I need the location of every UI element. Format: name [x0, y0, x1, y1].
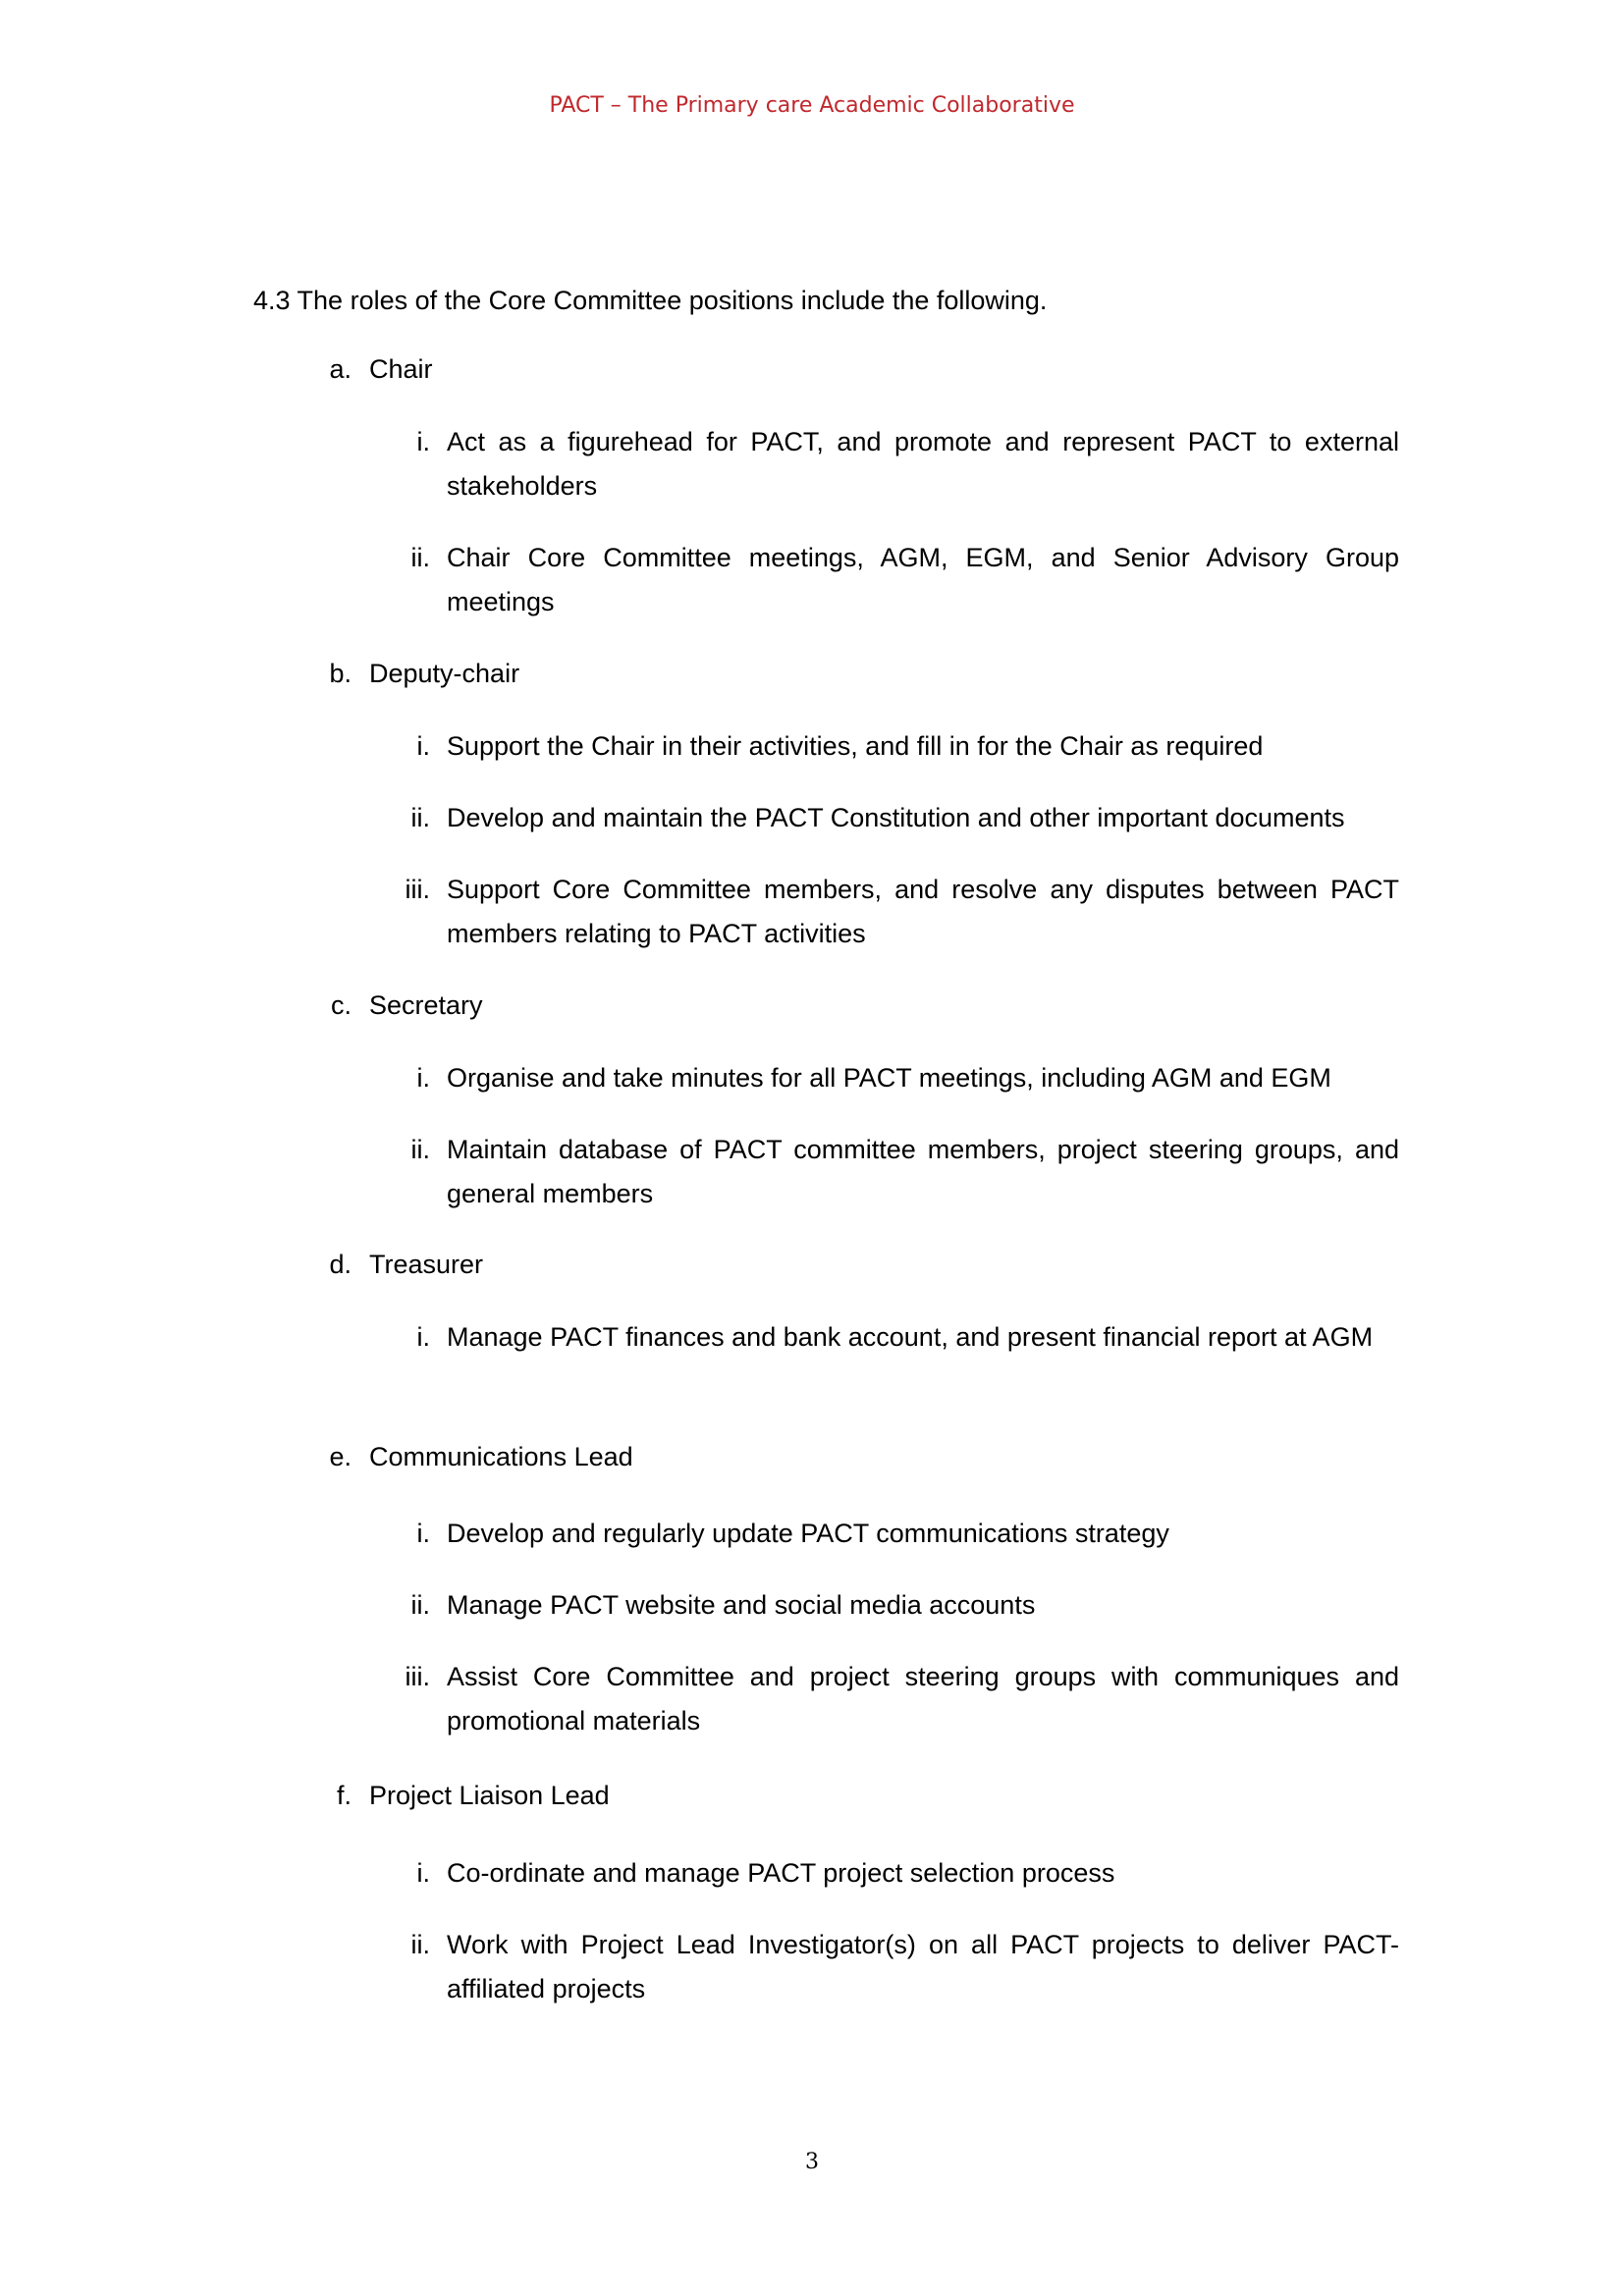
page-header: PACT – The Primary care Academic Collaborative: [549, 93, 1075, 118]
list-item: [410, 796, 1399, 840]
section-heading-project-liaison-lead: [336, 1778, 610, 1813]
section-heading-secretary: [330, 988, 483, 1023]
list-item: [416, 724, 1399, 769]
section-title: Treasurer: [369, 1250, 484, 1279]
item-text: Organise and take minutes for all PACT meetings, including AGM and EGM: [447, 1063, 1331, 1093]
section-intro: 4.3 The roles of the Core Committee positions include the following.: [253, 286, 1048, 315]
item-text: Chair Core Committee meetings, AGM, EGM, and Senior Advisory Group meetings: [447, 543, 1399, 616]
item-number: i.: [416, 1322, 430, 1352]
item-text: Act as a figurehead for PACT, and promote and represent PACT to external stakeholders: [447, 427, 1399, 501]
list-item: [416, 1512, 1399, 1556]
item-number: iii.: [405, 875, 430, 904]
section-letter: a.: [329, 354, 352, 384]
item-number: ii.: [410, 1135, 430, 1164]
section-title: Project Liaison Lead: [369, 1781, 610, 1810]
list-item: [410, 1583, 1399, 1628]
item-number: iii.: [405, 1662, 430, 1691]
section-title: Chair: [369, 354, 433, 384]
item-text: Manage PACT website and social media accounts: [447, 1590, 1036, 1620]
item-number: ii.: [410, 1590, 430, 1620]
section-letter: b.: [329, 659, 352, 688]
section-title: Deputy-chair: [369, 659, 520, 688]
item-number: ii.: [410, 543, 430, 572]
item-text: Support the Chair in their activities, and fill in for the Chair as required: [447, 731, 1264, 761]
item-text: Develop and maintain the PACT Constitution and other important documents: [447, 803, 1345, 832]
item-text: Maintain database of PACT committee members, project steering groups, and general members: [447, 1135, 1399, 1208]
item-number: i.: [416, 1063, 430, 1093]
item-text: Work with Project Lead Investigator(s) on all PACT projects to deliver PACT-affiliated projects: [447, 1930, 1399, 2003]
item-text: Assist Core Committee and project steering groups with communiques and promotional materials: [447, 1662, 1399, 1735]
item-number: i.: [416, 1519, 430, 1548]
section-heading-chair: [329, 351, 433, 387]
item-number: i.: [416, 1858, 430, 1888]
page-number: 3: [805, 2150, 819, 2174]
item-number: i.: [416, 731, 430, 761]
list-item: [405, 1655, 1399, 1743]
item-number: ii.: [410, 1930, 430, 1959]
section-heading-treasurer: [329, 1247, 484, 1282]
list-item: [410, 1923, 1399, 2011]
list-item: [410, 1128, 1399, 1216]
section-letter: e.: [329, 1442, 352, 1471]
section-heading-communications-lead: [329, 1439, 633, 1474]
list-item: [405, 868, 1399, 956]
section-letter: c.: [330, 990, 352, 1020]
list-item: [416, 420, 1399, 508]
section-title: Secretary: [369, 990, 483, 1020]
section-letter: f.: [336, 1781, 352, 1810]
item-number: i.: [416, 427, 430, 456]
item-text: Co-ordinate and manage PACT project selection process: [447, 1858, 1115, 1888]
section-letter: d.: [329, 1250, 352, 1279]
list-item: [416, 1315, 1399, 1360]
item-text: Support Core Committee members, and resolve any disputes between PACT members relating to PACT activities: [447, 875, 1399, 948]
section-heading-deputy-chair: [329, 656, 520, 691]
list-item: [416, 1056, 1399, 1100]
item-text: Manage PACT finances and bank account, and present financial report at AGM: [447, 1322, 1374, 1352]
item-text: Develop and regularly update PACT communications strategy: [447, 1519, 1169, 1548]
list-item: [410, 536, 1399, 624]
list-item: [416, 1851, 1399, 1896]
section-title: Communications Lead: [369, 1442, 633, 1471]
item-number: ii.: [410, 803, 430, 832]
